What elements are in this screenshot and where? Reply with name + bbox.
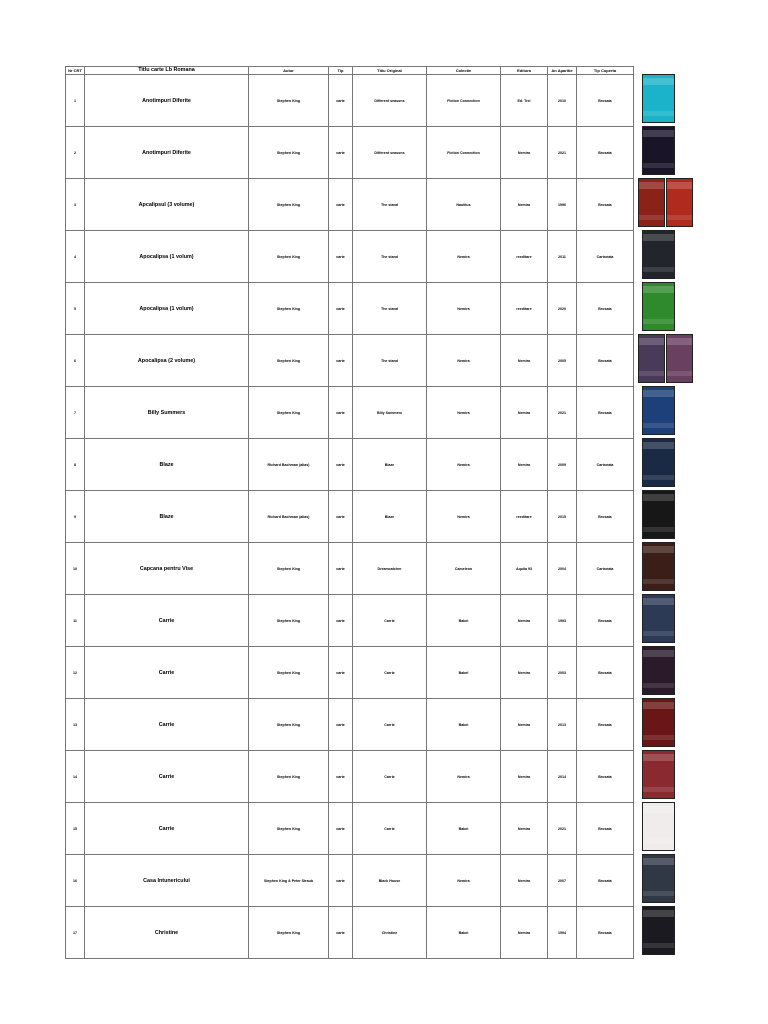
cell-titlu: Christine <box>85 907 249 959</box>
table-row <box>66 855 634 907</box>
cell-nr: 17 <box>66 907 85 959</box>
cell-titlu-original: Carrie <box>353 699 427 751</box>
cell-autor: Stephen King & Peter Straub <box>249 855 329 907</box>
cell-coperta: Brosata <box>577 803 634 855</box>
cell-nr: 4 <box>66 231 85 283</box>
cell-colectie: Fiction Connection <box>427 127 501 179</box>
book-cover-image <box>642 594 675 643</box>
table-row <box>66 439 634 491</box>
cell-tip: carte <box>329 855 353 907</box>
cell-colectie: Babel <box>427 699 501 751</box>
cell-tip: carte <box>329 75 353 127</box>
header-row <box>66 67 634 75</box>
cell-titlu: Capcana pentru Vise <box>85 543 249 595</box>
cover-title-band <box>643 130 674 137</box>
cell-editura: Nemira <box>501 387 548 439</box>
header-titlu-original: Titlu Original <box>353 67 427 75</box>
cover-title-band <box>643 702 674 709</box>
cover-slot <box>634 593 704 644</box>
cell-nr: 1 <box>66 75 85 127</box>
book-cover-image <box>642 490 675 539</box>
cell-titlu-original: The stand <box>353 231 427 283</box>
cell-editura: Nemira <box>501 439 548 491</box>
book-cover-image <box>642 646 675 695</box>
cover-slot <box>634 697 704 748</box>
cell-colectie: Nemira <box>427 387 501 439</box>
cell-coperta: Brosata <box>577 387 634 439</box>
cover-bottom-band <box>643 163 674 168</box>
cell-autor: Stephen King <box>249 751 329 803</box>
cell-autor: Stephen King <box>249 699 329 751</box>
header-autor: Autor <box>249 67 329 75</box>
cell-editura: Nemira <box>501 803 548 855</box>
cell-an: 2005 <box>548 335 577 387</box>
cover-bottom-band <box>643 579 674 584</box>
cell-nr: 7 <box>66 387 85 439</box>
cover-title-band <box>643 442 674 449</box>
table-row <box>66 335 634 387</box>
book-cover-image <box>638 334 665 383</box>
cell-titlu-original: Blaze <box>353 491 427 543</box>
cell-tip: carte <box>329 751 353 803</box>
cell-nr: 6 <box>66 335 85 387</box>
cell-colectie: Nemira <box>427 335 501 387</box>
cell-coperta: Cartonata <box>577 439 634 491</box>
book-cover-image <box>642 854 675 903</box>
cell-tip: carte <box>329 231 353 283</box>
cell-coperta: Brosata <box>577 699 634 751</box>
cell-nr: 12 <box>66 647 85 699</box>
cell-tip: carte <box>329 647 353 699</box>
cell-titlu: Apcalipsul (3 volume) <box>85 179 249 231</box>
cell-titlu-original: Christine <box>353 907 427 959</box>
table-row <box>66 595 634 647</box>
cell-coperta: Cartonata <box>577 543 634 595</box>
cell-tip: carte <box>329 491 353 543</box>
cover-title-band <box>643 78 674 85</box>
cover-bottom-band <box>643 683 674 688</box>
cell-titlu: Carrie <box>85 751 249 803</box>
cell-colectie: Cameleon <box>427 543 501 595</box>
cell-an: 1994 <box>548 907 577 959</box>
cover-bottom-band <box>643 735 674 740</box>
cell-autor: Richard Bachman (alias) <box>249 491 329 543</box>
cell-nr: 14 <box>66 751 85 803</box>
cell-tip: carte <box>329 699 353 751</box>
book-cover-image <box>642 542 675 591</box>
table-row <box>66 699 634 751</box>
cell-titlu: Blaze <box>85 439 249 491</box>
cover-slot <box>634 229 704 280</box>
cell-titlu: Apocalipsa (1 volum) <box>85 283 249 335</box>
cover-title-band <box>643 286 674 293</box>
cover-slot <box>634 489 704 540</box>
cell-autor: Stephen King <box>249 647 329 699</box>
header-titlu: Titlu carte Lb Romana <box>85 67 249 75</box>
cell-titlu-original: Black House <box>353 855 427 907</box>
table-row <box>66 751 634 803</box>
cell-titlu-original: Carrie <box>353 595 427 647</box>
cell-nr: 8 <box>66 439 85 491</box>
cover-bottom-band <box>643 319 674 324</box>
cell-coperta: Brosata <box>577 907 634 959</box>
table-row <box>66 387 634 439</box>
cover-slot <box>634 541 704 592</box>
table-row <box>66 283 634 335</box>
table-row <box>66 231 634 283</box>
book-cover-image <box>642 282 675 331</box>
cell-colectie: Babel <box>427 907 501 959</box>
cell-colectie: Nemira <box>427 491 501 543</box>
cell-editura: Nemira <box>501 751 548 803</box>
cover-title-band <box>643 910 674 917</box>
cell-titlu: Carrie <box>85 803 249 855</box>
cell-colectie: Nautilus <box>427 179 501 231</box>
cell-autor: Stephen King <box>249 231 329 283</box>
cell-coperta: Brosata <box>577 127 634 179</box>
cell-autor: Stephen King <box>249 335 329 387</box>
cell-editura: Nemira <box>501 907 548 959</box>
cover-bottom-band <box>643 111 674 116</box>
cell-an: 2004 <box>548 543 577 595</box>
cover-slot <box>634 801 704 852</box>
table-row <box>66 179 634 231</box>
cover-bottom-band <box>643 527 674 532</box>
cover-bottom-band <box>643 423 674 428</box>
cover-title-band <box>643 494 674 501</box>
cell-titlu-original: The stand <box>353 179 427 231</box>
cell-nr: 3 <box>66 179 85 231</box>
cell-coperta: Brosata <box>577 75 634 127</box>
cell-coperta: Brosata <box>577 855 634 907</box>
cell-titlu-original: Blaze <box>353 439 427 491</box>
cover-title-band <box>643 754 674 761</box>
cover-bottom-band <box>667 371 692 376</box>
cell-coperta: Brosata <box>577 335 634 387</box>
cell-tip: carte <box>329 439 353 491</box>
table-row <box>66 803 634 855</box>
cell-colectie: Nemira <box>427 283 501 335</box>
cell-tip: carte <box>329 543 353 595</box>
cover-slot <box>634 385 704 436</box>
cover-bottom-band <box>639 371 664 376</box>
table-row <box>66 647 634 699</box>
cell-colectie: Babel <box>427 803 501 855</box>
cell-autor: Stephen King <box>249 803 329 855</box>
cell-editura: reeditare <box>501 231 548 283</box>
cover-slot <box>634 749 704 800</box>
cell-titlu: Apocalipsa (1 volum) <box>85 231 249 283</box>
cell-titlu-original: Carrie <box>353 647 427 699</box>
cover-bottom-band <box>643 839 674 844</box>
cell-coperta: Brosata <box>577 595 634 647</box>
cell-editura: Nemira <box>501 855 548 907</box>
cell-nr: 11 <box>66 595 85 647</box>
cover-title-band <box>643 390 674 397</box>
cell-an: 1996 <box>548 179 577 231</box>
cell-autor: Stephen King <box>249 179 329 231</box>
cover-slot <box>634 73 704 124</box>
cell-colectie: Nemira <box>427 751 501 803</box>
cell-editura: Nemira <box>501 699 548 751</box>
cover-slot <box>634 177 704 228</box>
cover-title-band <box>667 338 692 345</box>
cell-colectie: Nemira <box>427 855 501 907</box>
cell-coperta: Cartonata <box>577 231 634 283</box>
book-cover-image <box>642 906 675 955</box>
cover-slot <box>634 333 704 384</box>
cell-editura: Nemira <box>501 179 548 231</box>
cell-autor: Stephen King <box>249 387 329 439</box>
book-cover-image <box>642 74 675 123</box>
book-cover-image <box>642 126 675 175</box>
cell-autor: Stephen King <box>249 75 329 127</box>
book-cover-image <box>642 698 675 747</box>
book-cover-image <box>642 802 675 851</box>
cover-bottom-band <box>643 475 674 480</box>
cell-editura: Nemira <box>501 647 548 699</box>
cell-tip: carte <box>329 283 353 335</box>
cell-editura: reeditare <box>501 283 548 335</box>
cell-editura: Aquila 93 <box>501 543 548 595</box>
cover-bottom-band <box>643 891 674 896</box>
cell-titlu: Blaze <box>85 491 249 543</box>
cell-autor: Stephen King <box>249 595 329 647</box>
cell-an: 2015 <box>548 491 577 543</box>
cover-title-band <box>639 182 664 189</box>
cell-coperta: Brosata <box>577 179 634 231</box>
cell-titlu-original: Carrie <box>353 803 427 855</box>
cell-an: 2020 <box>548 283 577 335</box>
cell-an: 2013 <box>548 699 577 751</box>
cell-titlu-original: The stand <box>353 283 427 335</box>
cell-nr: 16 <box>66 855 85 907</box>
cell-autor: Stephen King <box>249 127 329 179</box>
cell-colectie: Fiction Connection <box>427 75 501 127</box>
cell-colectie: Nemira <box>427 231 501 283</box>
cell-titlu: Apocalipsa (2 volume) <box>85 335 249 387</box>
table-row <box>66 127 634 179</box>
cell-autor: Stephen King <box>249 283 329 335</box>
cell-tip: carte <box>329 127 353 179</box>
book-cover-image <box>642 438 675 487</box>
cell-editura: reeditare <box>501 491 548 543</box>
cover-slot <box>634 645 704 696</box>
cell-nr: 10 <box>66 543 85 595</box>
cell-autor: Stephen King <box>249 543 329 595</box>
cell-tip: carte <box>329 803 353 855</box>
cell-an: 2021 <box>548 127 577 179</box>
table-row <box>66 491 634 543</box>
cover-slot <box>634 905 704 956</box>
book-table <box>65 66 634 959</box>
cell-autor: Stephen King <box>249 907 329 959</box>
cover-slot <box>634 281 704 332</box>
cell-an: 2021 <box>548 387 577 439</box>
cell-titlu-original: Carrie <box>353 751 427 803</box>
table-row <box>66 907 634 959</box>
book-cover-image <box>642 230 675 279</box>
header-editura: Editura <box>501 67 548 75</box>
cell-editura: Nemira <box>501 127 548 179</box>
cover-bottom-band <box>639 215 664 220</box>
cover-title-band <box>639 338 664 345</box>
cover-bottom-band <box>643 943 674 948</box>
cell-tip: carte <box>329 595 353 647</box>
cover-title-band <box>667 182 692 189</box>
cover-title-band <box>643 598 674 605</box>
cell-titlu: Anotimpuri Diferite <box>85 75 249 127</box>
header-tip: Tip <box>329 67 353 75</box>
cell-an: 2009 <box>548 439 577 491</box>
cover-bottom-band <box>667 215 692 220</box>
cell-titlu-original: Different seasons <box>353 75 427 127</box>
cover-title-band <box>643 806 674 813</box>
cell-editura: Nemira <box>501 335 548 387</box>
cell-titlu: Billy Summers <box>85 387 249 439</box>
cell-colectie: Babel <box>427 595 501 647</box>
cover-slot <box>634 437 704 488</box>
header-tip-coperta: Tip Coperta <box>577 67 634 75</box>
cell-titlu-original: The stand <box>353 335 427 387</box>
cell-titlu: Carrie <box>85 647 249 699</box>
cell-titlu-original: Dreamcatcher <box>353 543 427 595</box>
cell-tip: carte <box>329 335 353 387</box>
cell-an: 2010 <box>548 75 577 127</box>
cover-title-band <box>643 234 674 241</box>
cell-colectie: Nemira <box>427 439 501 491</box>
cell-coperta: Brosata <box>577 283 634 335</box>
cover-bottom-band <box>643 267 674 272</box>
cell-titlu-original: Different seasons <box>353 127 427 179</box>
cover-title-band <box>643 650 674 657</box>
cell-tip: carte <box>329 907 353 959</box>
header-an-aparitie: An Aparitie <box>548 67 577 75</box>
cover-slot <box>634 853 704 904</box>
book-cover-image <box>642 750 675 799</box>
cell-editura: Ed. Trei <box>501 75 548 127</box>
table-row <box>66 543 634 595</box>
cell-an: 2007 <box>548 855 577 907</box>
cell-tip: carte <box>329 179 353 231</box>
cell-an: 1993 <box>548 595 577 647</box>
cell-an: 2021 <box>548 803 577 855</box>
cell-titlu: Anotimpuri Diferite <box>85 127 249 179</box>
cell-nr: 13 <box>66 699 85 751</box>
cell-an: 2003 <box>548 647 577 699</box>
cover-slot <box>634 125 704 176</box>
cell-autor: Richard Bachman (alias) <box>249 439 329 491</box>
cell-nr: 15 <box>66 803 85 855</box>
book-cover-image <box>642 386 675 435</box>
cell-editura: Nemira <box>501 595 548 647</box>
cell-titlu: Carrie <box>85 595 249 647</box>
cell-nr: 9 <box>66 491 85 543</box>
cell-titlu: Casa Intunericului <box>85 855 249 907</box>
cell-an: 2014 <box>548 751 577 803</box>
header-colectie: Colectie <box>427 67 501 75</box>
cell-tip: carte <box>329 387 353 439</box>
cell-nr: 2 <box>66 127 85 179</box>
cell-coperta: Brosata <box>577 491 634 543</box>
cover-bottom-band <box>643 631 674 636</box>
cover-title-band <box>643 858 674 865</box>
cell-nr: 5 <box>66 283 85 335</box>
book-cover-image <box>666 178 693 227</box>
cell-an: 2011 <box>548 231 577 283</box>
cover-title-band <box>643 546 674 553</box>
header-nr: Nr CRT <box>66 67 85 75</box>
cell-colectie: Babel <box>427 647 501 699</box>
cell-titlu-original: Billy Summers <box>353 387 427 439</box>
book-cover-image <box>638 178 665 227</box>
cell-coperta: Brosata <box>577 751 634 803</box>
cell-titlu: Carrie <box>85 699 249 751</box>
cell-coperta: Brosata <box>577 647 634 699</box>
table-row <box>66 75 634 127</box>
cover-bottom-band <box>643 787 674 792</box>
book-cover-image <box>666 334 693 383</box>
